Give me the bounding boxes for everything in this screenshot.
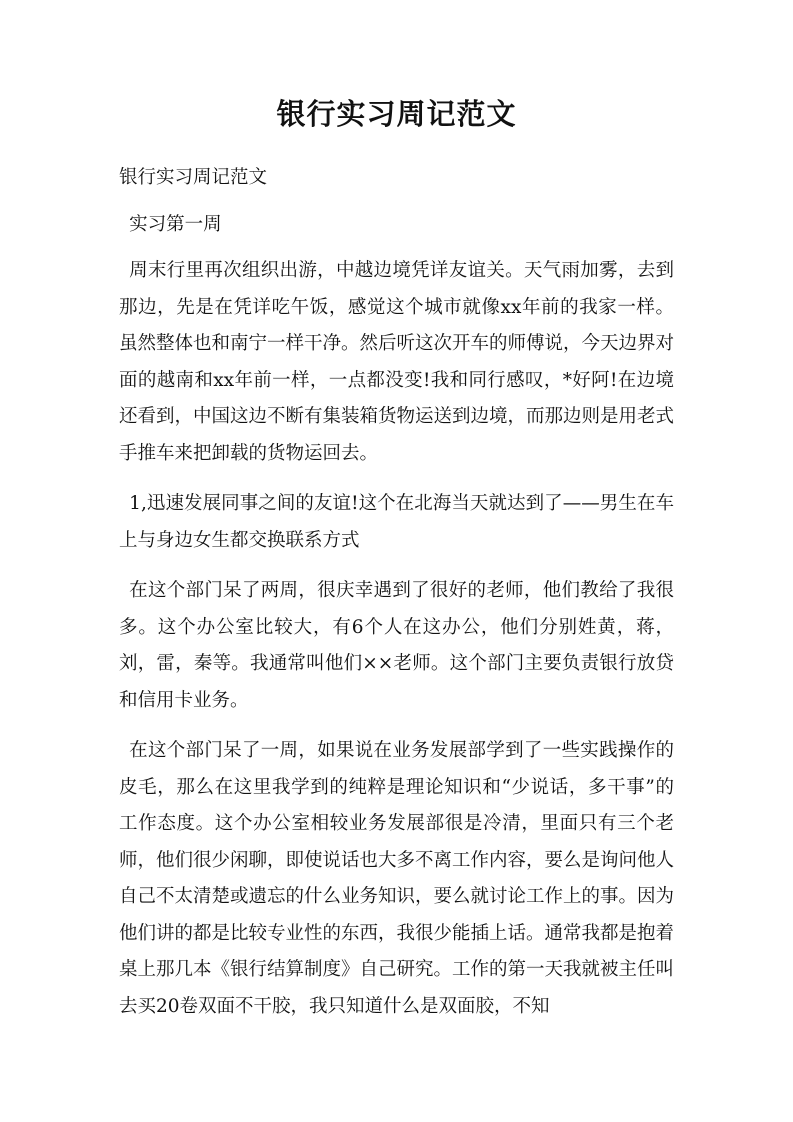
paragraph-department-one: 在这个部门呆了两周，很庆幸遇到了很好的老师，他们教给了我很多。这个办公室比较大，有6个人在这办公，他们分别姓黄，蒋，刘，雷，秦等。我通常叫他们××老师。这个部门主要负责银行放贷和信用卡业务。 — [119, 580, 674, 711]
paragraph-week-heading: 实习第一周 — [129, 213, 222, 235]
document-title: 银行实习周记范文 — [276, 97, 517, 131]
paragraph-subtitle: 银行实习周记范文 — [119, 167, 268, 188]
paragraph-trip: 周末行里再次组织出游，中越边境凭详友谊关。天气雨加雾，去到那边，先是在凭详吃午饭，感觉这个城市就像xx年前的我家一样。虽然整体也和南宁一样干净。然后听这次开车的师傅说，今天边界对面的越南和xx年前一样，一点都没变!我和同行感叹，*好阿!在边境还看到，中国这边不断有集装箱货物运送到边境，而那边则是用老式手推车来把卸载的货物运回去。 — [119, 260, 675, 464]
paragraph-friendship: 1,迅速发展同事之间的友谊!这个在北海当天就达到了——男生在车上与身边女生都交换联系方式 — [119, 493, 674, 551]
paragraph-department-two: 在这个部门呆了一周，如果说在业务发展部学到了一些实践操作的皮毛，那么在这里我学到的纯粹是理论知识和“少说话，多干事”的工作态度。这个办公室相较业务发展部很是冷清，里面只有三个老师，他们很少闲聊，即使说话也大多不离工作内容，要么是询问他人自己不太清楚或遗忘的什么业务知识，要么就讨论工作上的事。因为他们讲的都是比较专业性的东西，我很少能插上话。通常我都是抱着桌上那几本《银行结算制度》自己研究。工作的第一天我就被主任叫去买20卷双面不干胶，我只知道什么是双面胶，不知 — [119, 740, 675, 1017]
